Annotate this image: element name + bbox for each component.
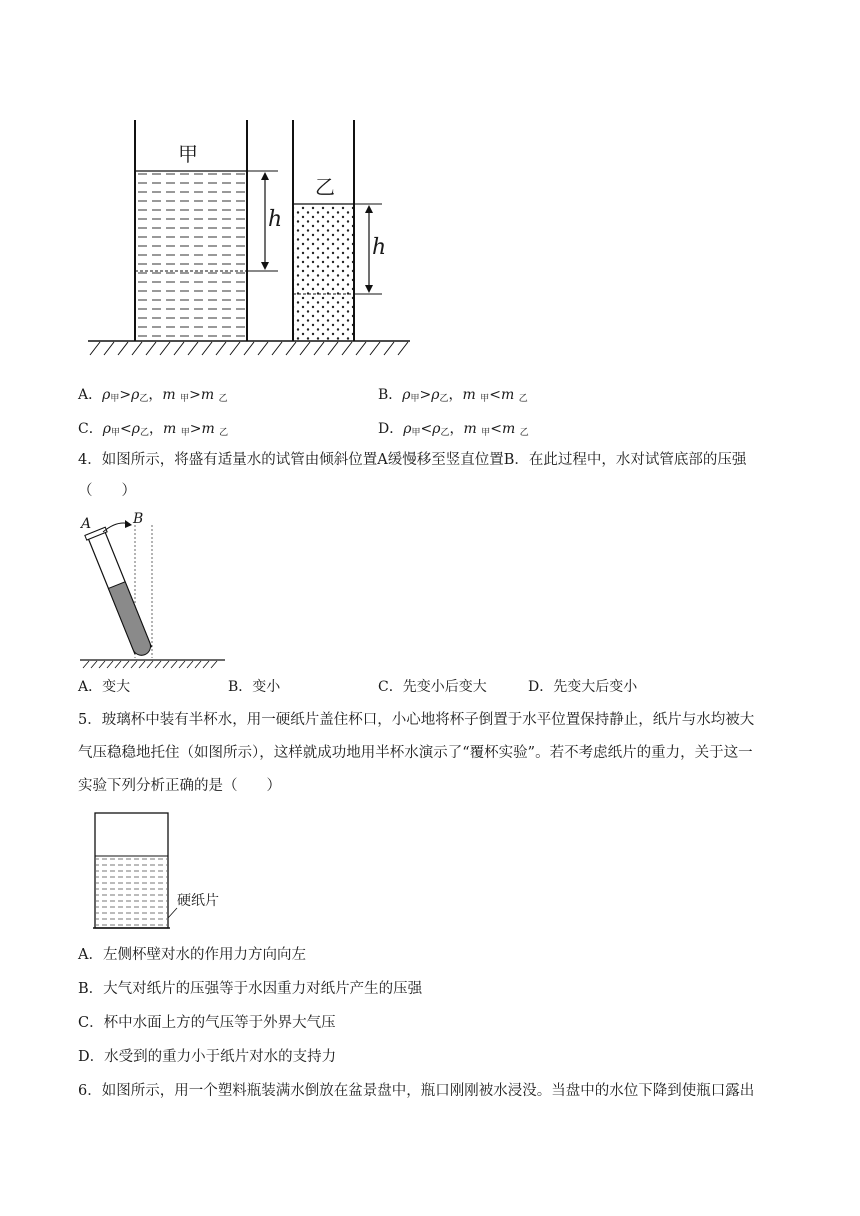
q4-stem-line1: 4．如图所示，将盛有适量水的试管由倾斜位置A缓慢移至竖直位置B．在此过程中，水对试管底部的压强	[78, 452, 747, 468]
containers-diagram	[80, 115, 420, 360]
figure-containers	[80, 115, 420, 360]
q4-stem-line2: （ ）	[78, 483, 136, 499]
figure-cup	[85, 808, 255, 938]
container-yi	[293, 120, 354, 341]
q5-option-b[interactable]: B．大气对纸片的压强等于水因重力对纸片产生的压强	[78, 981, 423, 997]
q5-option-a[interactable]: A．左侧杯壁对水的作用力方向向左	[78, 947, 306, 963]
label-yi: 乙	[315, 175, 335, 199]
label-jia: 甲	[178, 142, 198, 166]
test-tube-diagram	[75, 510, 235, 670]
q5-stem-line2: 气压稳稳地托住（如图所示），这样就成功地用半杯水演示了“覆杯实验”。若不考虑纸片的重力，关于这一	[78, 745, 753, 761]
q3-option-a[interactable]: A．$\rho_甲>\rho_乙$，m $_甲$>m $_乙$	[78, 387, 228, 404]
cup-diagram	[85, 808, 255, 938]
q4-option-c[interactable]: C．先变小后变大	[378, 679, 487, 695]
q5-option-c[interactable]: C．杯中水面上方的气压等于外界大气压	[78, 1015, 336, 1031]
paper-label: 硬纸片	[177, 893, 219, 909]
h-label-jia: h	[268, 207, 283, 232]
q6-stem-line1: 6．如图所示，用一个塑料瓶装满水倒放在盆景盘中，瓶口刚刚被水浸没。当盘中的水位下降到使瓶口露出	[78, 1083, 755, 1099]
q5-stem-line1: 5．玻璃杯中装有半杯水，用一硬纸片盖住杯口，小心地将杯子倒置于水平位置保持静止，纸片与水均被大	[78, 712, 755, 728]
label-a: A	[81, 516, 92, 532]
label-b: B	[133, 511, 144, 527]
q5-stem-line3: 实验下列分析正确的是（ ）	[78, 778, 281, 794]
figure-test-tube	[75, 510, 235, 670]
q3-option-b[interactable]: B．$\rho_甲>\rho_乙$，m $_甲$<m $_乙$	[378, 387, 528, 404]
h-label-yi: h	[372, 235, 387, 260]
q3-option-c[interactable]: C．$\rho_甲<\rho_乙$，m $_甲$>m $_乙$	[78, 421, 229, 438]
ground-hatch	[88, 341, 410, 355]
q4-option-b[interactable]: B．变小	[228, 679, 281, 695]
q5-option-d[interactable]: D．水受到的重力小于纸片对水的支持力	[78, 1049, 337, 1065]
q4-option-a[interactable]: A．变大	[78, 679, 131, 695]
q3-option-d[interactable]: D．$\rho_甲<\rho_乙$，m $_甲$<m $_乙$	[378, 421, 529, 438]
q4-option-d[interactable]: D．先变大后变小	[528, 679, 638, 695]
